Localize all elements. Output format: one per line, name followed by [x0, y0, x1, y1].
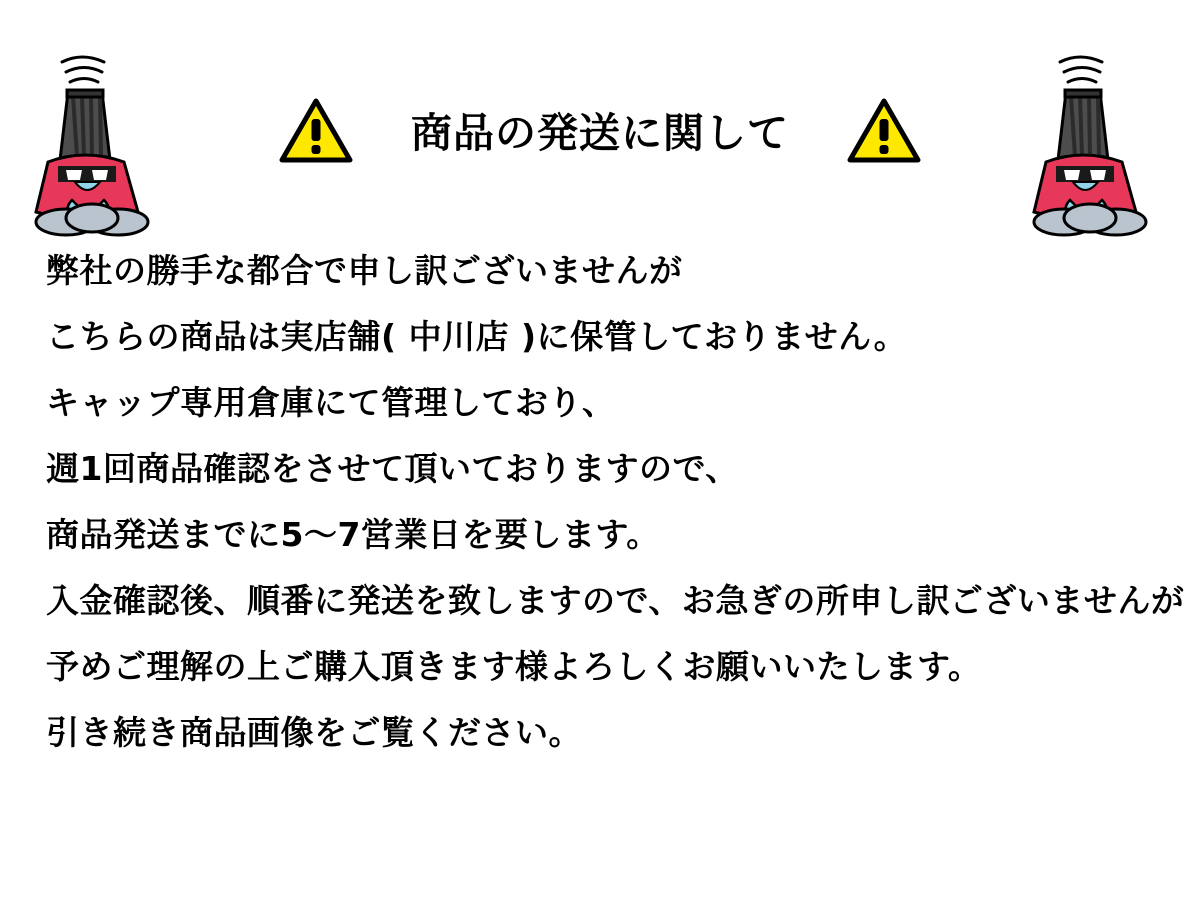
page-title: 商品の発送に関して [411, 108, 789, 157]
notice-line: キャップ専用倉庫にて管理しており、 [46, 383, 616, 422]
warning-triangle-icon-right [847, 97, 921, 169]
notice-line: 予めご理解の上ご購入頂きます様よろしくお願いいたします。 [46, 647, 982, 686]
notice-line: 週1回商品確認をさせて頂いておりますので、 [46, 449, 739, 488]
notice-line: 入金確認後、順番に発送を致しますので、お急ぎの所申し訳ございませんが [46, 581, 1185, 620]
notice-line: 引き続き商品画像をご覧ください。 [46, 713, 582, 752]
notice-line: 弊社の勝手な都合で申し訳ございませんが [46, 251, 683, 290]
warning-triangle-icon-left [279, 97, 353, 169]
notice-line: こちらの商品は実店舗( 中川店 )に保管しておりません。 [46, 317, 908, 356]
page-header [0, 88, 1200, 178]
notice-line: 商品発送までに5〜7営業日を要します。 [46, 515, 660, 554]
notice-body [46, 238, 1185, 766]
